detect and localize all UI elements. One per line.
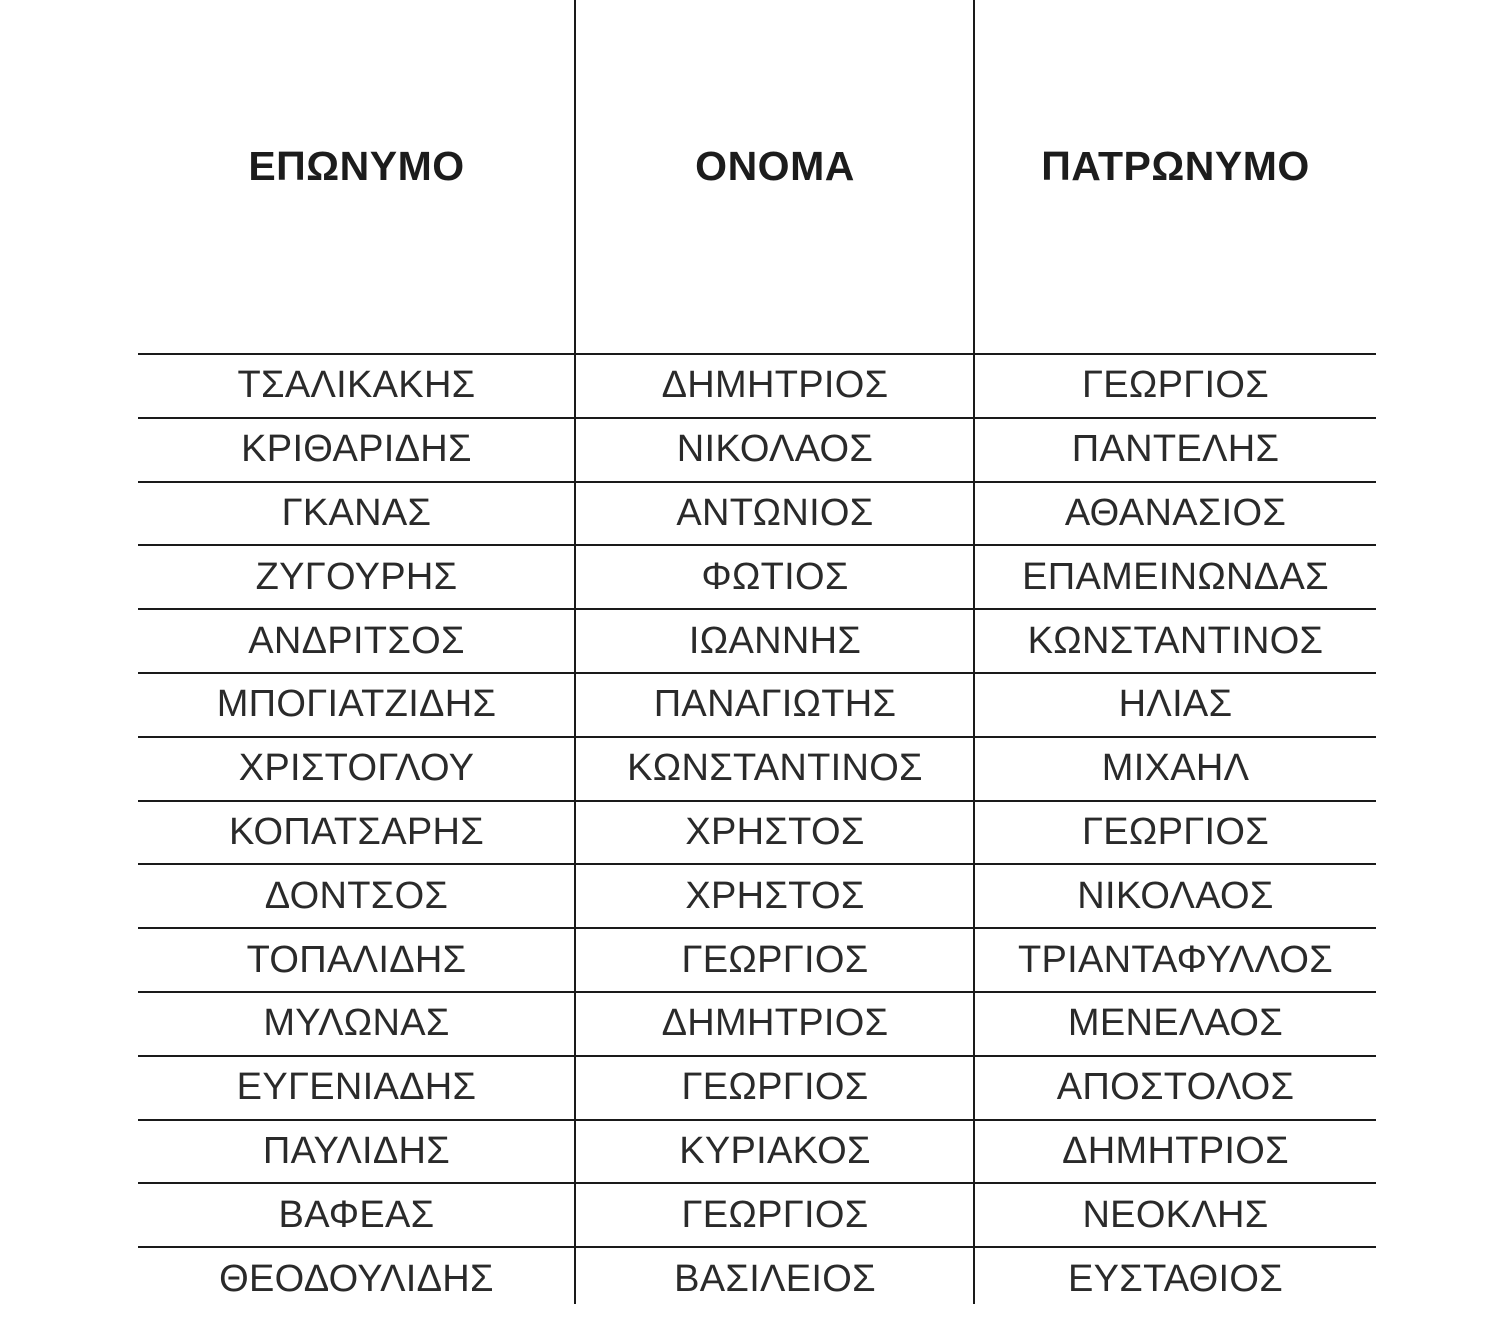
cell-fathers-name: ΜΙΧΑΗΛ [1101, 747, 1250, 790]
cell-surname: ΓΚΑΝΑΣ [281, 491, 432, 534]
cell-first-name: ΚΩΝΣΤΑΝΤΙΝΟΣ [627, 747, 923, 790]
table-row [138, 800, 1376, 864]
table-row [138, 1119, 1376, 1183]
table-row [138, 608, 1376, 672]
table-row [138, 863, 1376, 927]
cell-fathers-name: ΤΡΙΑΝΤΑΦΥΛΛΟΣ [1017, 938, 1334, 981]
cell-first-name: ΦΩΤΙΟΣ [701, 555, 849, 598]
cell-fathers-name: ΕΠΑΜΕΙΝΩΝΔΑΣ [1022, 555, 1329, 598]
table-row [138, 1055, 1376, 1119]
table-header-row [138, 0, 1376, 354]
cell-fathers-name: ΓΕΩΡΓΙΟΣ [1082, 810, 1269, 853]
cell-surname: ΜΠΟΓΙΑΤΖΙΔΗΣ [216, 683, 497, 726]
names-table [138, 0, 1376, 1304]
cell-first-name: ΙΩΑΝΝΗΣ [688, 619, 862, 662]
cell-first-name: ΧΡΗΣΤΟΣ [685, 874, 865, 917]
cell-first-name: ΓΕΩΡΓΙΟΣ [681, 938, 869, 981]
table-row [138, 544, 1376, 608]
table-row [138, 1182, 1376, 1246]
cell-first-name: ΝΙΚΟΛΑΟΣ [676, 428, 874, 471]
table-row [138, 736, 1376, 800]
cell-surname: ΧΡΙΣΤΟΓΛΟΥ [238, 747, 475, 790]
cell-surname: ΒΑΦΕΑΣ [278, 1193, 435, 1236]
cell-fathers-name: ΝΕΟΚΛΗΣ [1082, 1193, 1269, 1236]
cell-surname: ΑΝΔΡΙΤΣΟΣ [248, 619, 465, 662]
table-row [138, 353, 1376, 417]
cell-fathers-name: ΕΥΣΤΑΘΙΟΣ [1068, 1257, 1283, 1300]
cell-first-name: ΧΡΗΣΤΟΣ [685, 810, 865, 853]
cell-first-name: ΔΗΜΗΤΡΙΟΣ [661, 1002, 889, 1045]
cell-surname: ΠΑΥΛΙΔΗΣ [262, 1129, 451, 1172]
cell-first-name: ΒΑΣΙΛΕΙΟΣ [674, 1257, 876, 1300]
cell-fathers-name: ΑΠΟΣΤΟΛΟΣ [1056, 1066, 1295, 1109]
header-first-name: ΟΝΟΜΑ [695, 142, 855, 189]
cell-fathers-name: ΠΑΝΤΕΛΗΣ [1071, 428, 1280, 471]
cell-surname: ΚΟΠΑΤΣΑΡΗΣ [228, 810, 485, 853]
cell-surname: ΤΣΑΛΙΚΑΚΗΣ [237, 364, 476, 407]
cell-first-name: ΓΕΩΡΓΙΟΣ [681, 1193, 869, 1236]
cell-surname: ΖΥΓΟΥΡΗΣ [255, 555, 458, 598]
cell-first-name: ΓΕΩΡΓΙΟΣ [681, 1066, 869, 1109]
table-row [138, 1246, 1376, 1310]
cell-fathers-name: ΔΗΜΗΤΡΙΟΣ [1062, 1129, 1289, 1172]
table-row [138, 672, 1376, 736]
cell-surname: ΔΟΝΤΣΟΣ [264, 874, 449, 917]
header-surname: ΕΠΩΝΥΜΟ [248, 142, 465, 189]
cell-first-name: ΔΗΜΗΤΡΙΟΣ [661, 364, 889, 407]
table-row [138, 481, 1376, 545]
cell-surname: ΜΥΛΩΝΑΣ [263, 1002, 450, 1045]
header-fathers-name: ΠΑΤΡΩΝΥΜΟ [1041, 142, 1310, 189]
table-body [138, 353, 1376, 1310]
cell-first-name: ΠΑΝΑΓΙΩΤΗΣ [653, 683, 897, 726]
cell-fathers-name: ΓΕΩΡΓΙΟΣ [1082, 364, 1269, 407]
cell-fathers-name: ΗΛΙΑΣ [1118, 683, 1233, 726]
cell-fathers-name: ΝΙΚΟΛΑΟΣ [1077, 874, 1274, 917]
cell-first-name: ΚΥΡΙΑΚΟΣ [679, 1129, 871, 1172]
table-row [138, 927, 1376, 991]
cell-fathers-name: ΚΩΝΣΤΑΝΤΙΝΟΣ [1027, 619, 1324, 662]
table-row [138, 417, 1376, 481]
cell-surname: ΕΥΓΕΝΙΑΔΗΣ [236, 1066, 477, 1109]
cell-first-name: ΑΝΤΩΝΙΟΣ [676, 491, 874, 534]
cell-fathers-name: ΜΕΝΕΛΑΟΣ [1067, 1002, 1284, 1045]
cell-surname: ΤΟΠΑΛΙΔΗΣ [246, 938, 467, 981]
cell-fathers-name: ΑΘΑΝΑΣΙΟΣ [1064, 491, 1287, 534]
table-row [138, 991, 1376, 1055]
cell-surname: ΘΕΟΔΟΥΛΙΔΗΣ [219, 1257, 494, 1300]
cell-surname: ΚΡΙΘΑΡΙΔΗΣ [241, 428, 472, 471]
